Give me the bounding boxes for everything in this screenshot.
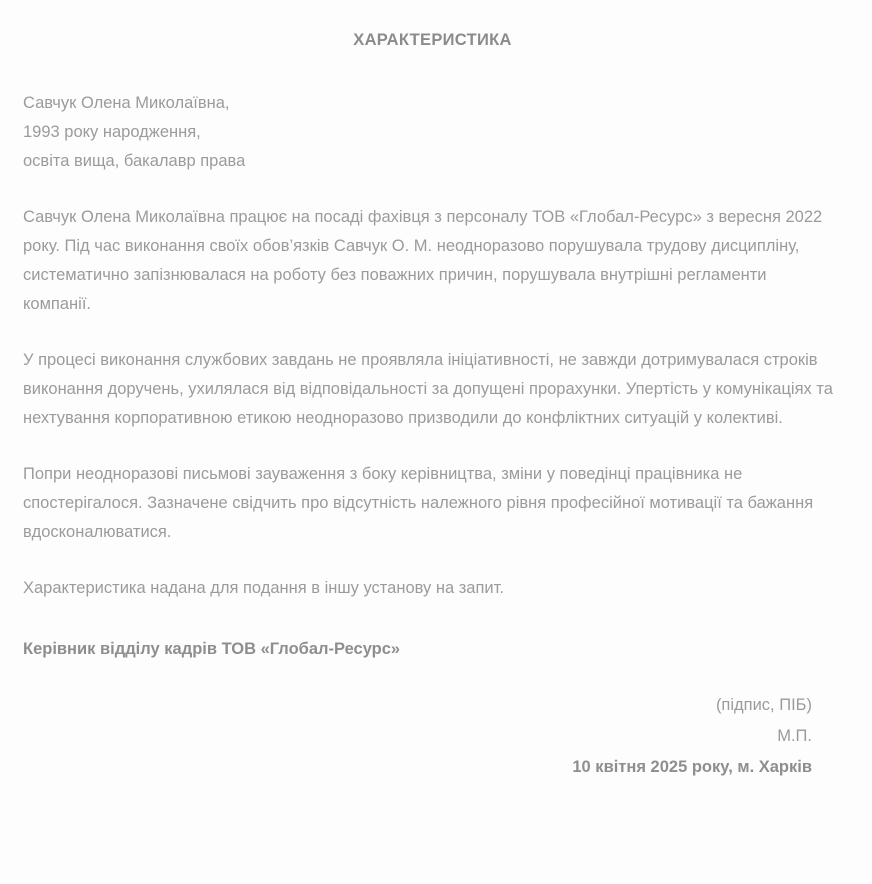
signature-hint-line: (підпис, ПІБ): [715, 696, 812, 714]
seal-mark-line: М.П.: [777, 727, 812, 745]
body-paragraph-employment: Савчук Олена Миколаївна працює на посаді фахівця з персоналу ТОВ «Глобал-Ресурс» з вересня 2022 року. Під час виконання своїх обов’язків Савчук О. М. неодноразово порушувала трудову дисципліну, систематично запізнювалася на роботу без поважних причин, порушувала внутрішні регламенти компанії.: [23, 208, 823, 313]
subject-education-line: освіта вища, бакалавр права: [23, 152, 246, 170]
body-paragraph-conduct: Попри неодноразові письмові зауваження з боку керівництва, зміни у поведінці працівника не спостерігалося. Зазначене свідчить про відсутність належного рівня професійної мотивації та бажання вдосконалюватися.: [23, 465, 814, 541]
closing-signature-block: [23, 690, 842, 783]
body-paragraph-purpose: Характеристика надана для подання в іншу установу на запит.: [23, 579, 504, 597]
subject-name-line: Савчук Олена Миколаївна,: [23, 94, 230, 112]
date-and-place-line: 10 квітня 2025 року, м. Харків: [572, 758, 812, 776]
subject-birth-year-line: 1993 року народження,: [23, 123, 201, 141]
document-title: ХАРАКТЕРИСТИКА: [353, 31, 512, 49]
subject-details-block: [23, 89, 842, 176]
signatory-title-line: Керівник відділу кадрів ТОВ «Глобал-Ресурс»: [23, 640, 401, 658]
title-spacer: [23, 54, 842, 89]
body-paragraph-performance: У процесі виконання службових завдань не проявляла ініціативності, не завжди дотримувалася строків виконання доручень, ухилялася від відповідальності за допущені прорахунки. Упертість у комунікаціях та нехтування корпоративною етикою неодноразово призводили до конфліктних ситуацій у колективі.: [23, 351, 833, 427]
